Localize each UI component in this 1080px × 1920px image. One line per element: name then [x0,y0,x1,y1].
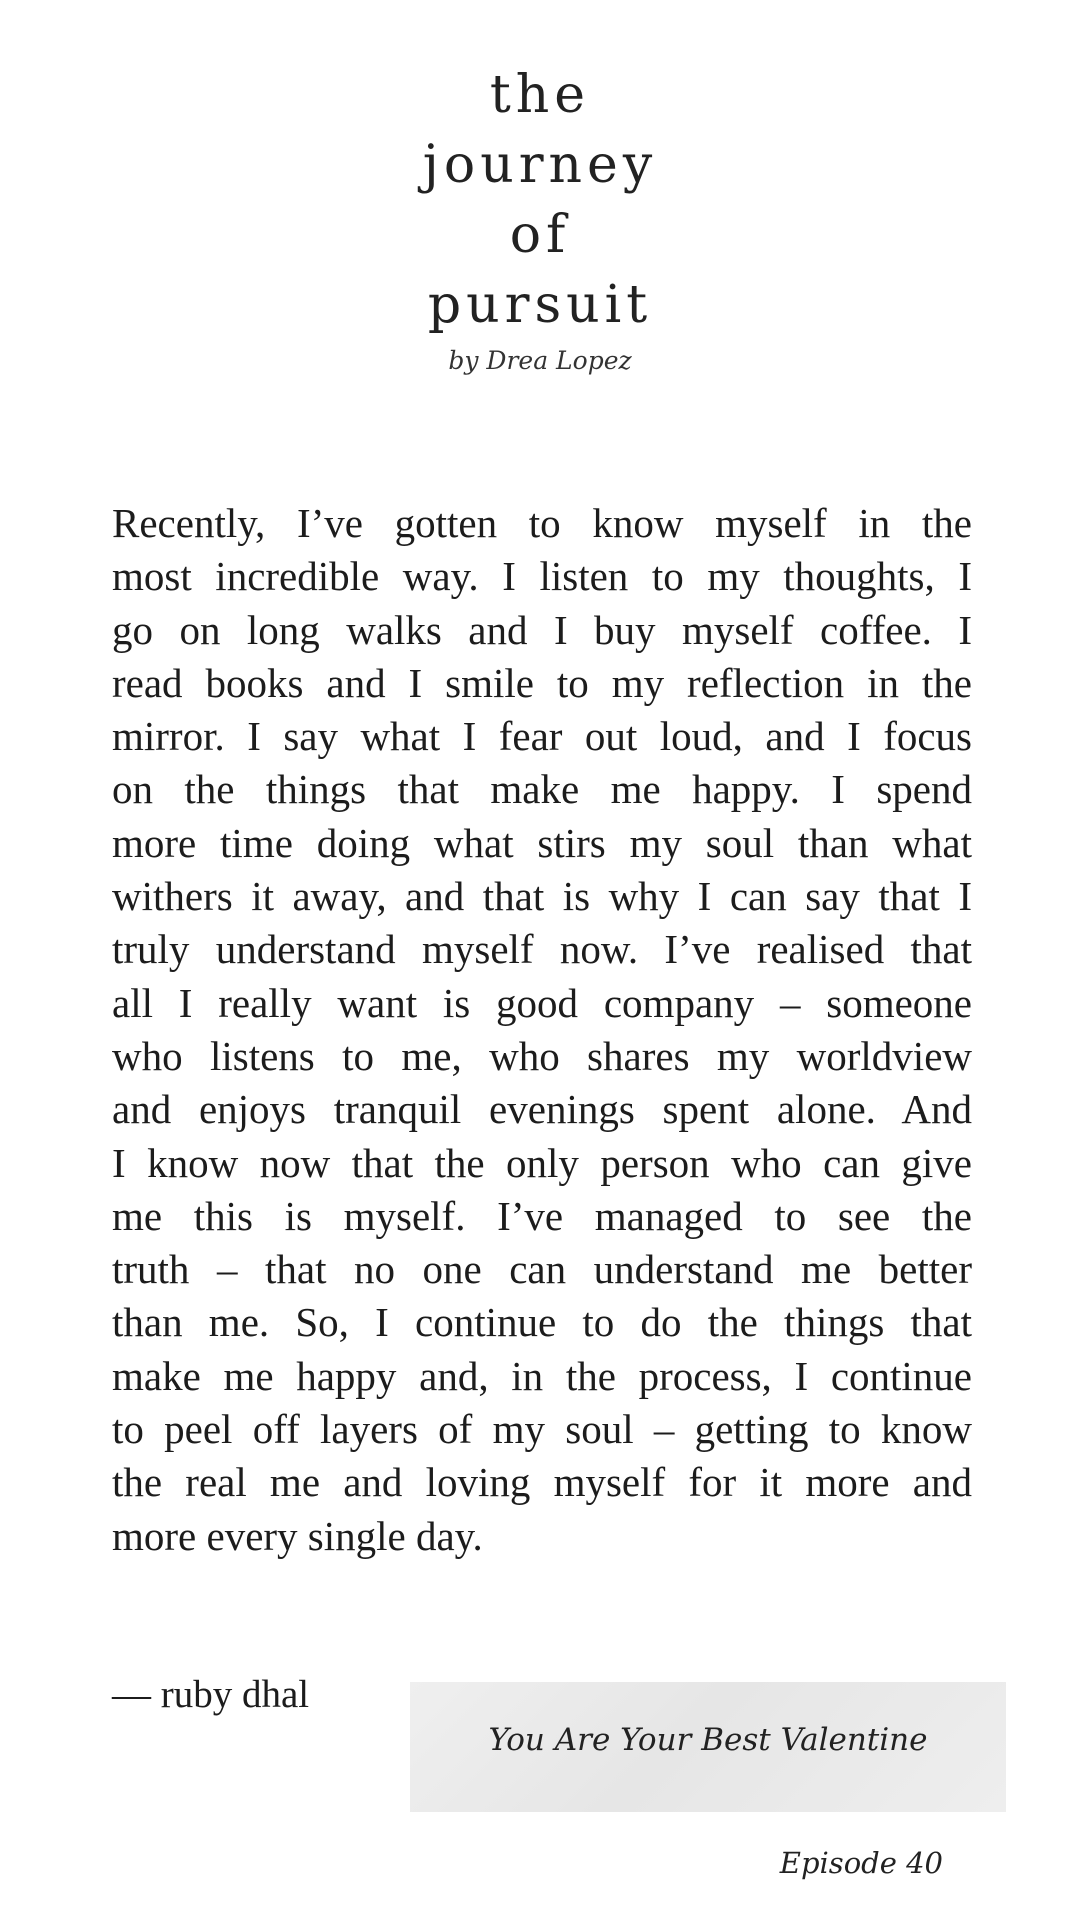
author-byline: by Drea Lopez [448,346,632,375]
passage-line: most incredible way. I listen to my thoughts, I [112,553,972,600]
passage-line: to peel off layers of my soul – getting to know [112,1406,972,1453]
series-title: You Are Your Best Valentine [488,1722,928,1758]
passage-line: mirror. I say what I fear out loud, and I focus [112,713,972,760]
passage-line: who listens to me, who shares my worldview [112,1032,972,1079]
series-badge [410,1682,1006,1812]
title-line: journey [422,135,658,195]
passage-line: go on long walks and I buy myself coffee. I [112,606,972,653]
passage-line: more every single day. [112,1512,483,1559]
quote-passage [112,497,972,1563]
passage-line: Recently, I’ve gotten to know myself in the [112,500,972,546]
passage-line: withers it away, and that is why I can say that I [112,873,972,920]
passage-line: truly understand myself now. I’ve realised that [112,926,972,973]
passage-line: the real me and loving myself for it more and [112,1459,972,1506]
passage-line: on the things that make me happy. I spend [112,766,972,813]
passage-line: me this is myself. I’ve managed to see the [112,1192,972,1239]
passage-line: make me happy and, in the process, I continue [112,1352,972,1399]
passage-line: all I really want is good company – someone [112,979,972,1026]
passage-line: I know now that the only person who can give [112,1139,972,1186]
passage-line: than me. So, I continue to do the things that [112,1299,972,1346]
episode-label: Episode 40 [779,1846,943,1880]
passage-line: read books and I smile to my reflection in the [112,659,972,706]
title-line: the [489,65,591,125]
title-block [0,60,1080,375]
passage-line: truth – that no one can understand me better [112,1246,972,1293]
title-line: pursuit [427,275,653,335]
quote-attribution: — ruby dhal [112,1673,310,1716]
passage-line: and enjoys tranquil evenings spent alone. And [112,1086,972,1133]
passage-line: more time doing what stirs my soul than what [112,819,972,866]
title-line: of [509,205,571,265]
